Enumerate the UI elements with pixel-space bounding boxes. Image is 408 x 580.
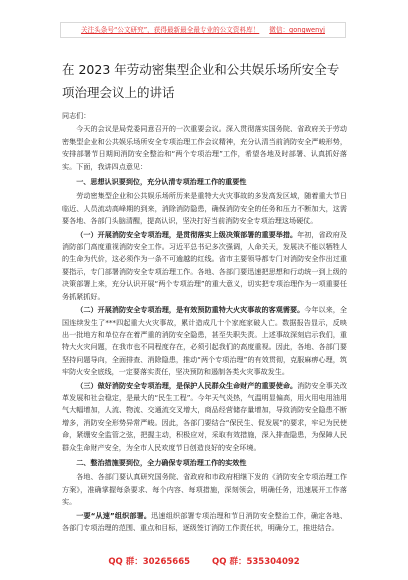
promo-banner [60,22,346,38]
body-paragraph [62,380,347,454]
section-heading: 二、整治措施要到位，全力确保专项治理工作的实效性 [76,457,247,467]
paragraph-lead: （三）做好消防安全专项治理，是保护人民群众生命财产的重要使命。 [76,380,298,390]
paragraph-lead: 一要“从速”组织部署。 [76,510,152,520]
salutation: 同志们： [62,111,91,120]
qq-group-number: QQ 群：535304092 [212,557,300,567]
paragraph-text: 今年以来，全国连续发生了***四起重大火灾事故，累计造成几十个家庭家破人亡。数据报告显示，反映出一批地方和单位存在着严重的消防安全隐患，甚至失职失责。上述事故深刻启示我们，重特大火灾问题，在我市也不同程度存在，必须引起我们的高度重视。因此，各地、各部门要坚持问题导向，全面排查、消除隐患，推动“两个专项治理”的有效贯彻，克服麻痹心理，筑牢防火安全底线，一定要落实责任，坚决预防和遏制各类火灾事故发生。 [62,305,347,377]
body-paragraph: 各地、各部门要认真研究国务院、省政府和市政府相继下发的《消防安全专项治理工作方案》，准确掌握每条要求、每个内容、每项措施，深刻领会，明确任务，迅速展开工作落实。 [62,472,347,507]
document-body [62,110,347,550]
wechat-id: 微信：gongwenyj [269,26,325,34]
footer [0,554,408,570]
paragraph-lead: （二）开展消防安全专项治理，是有效预防重特大火灾事故的客观需要。 [76,305,305,315]
qq-group-number: QQ 群：30265665 [108,557,191,567]
section-heading: 一、思想认识要到位，充分认清专项治理工作的重要性 [76,177,247,187]
paragraph-lead: （一）开展消防安全专项治理，是贯彻落实上级决策部署的重要举措。 [76,229,298,239]
body-paragraph [62,229,347,303]
body-paragraph: 劳动密集型企业和公共娱乐场所历来是重特大火灾事故的多发高发区域，随着重大节日临近、人员流动高峰期的到来，消除消防隐患，确保消防安全的任务和压力不断加大，这需要各地、各部门头脑清醒，提高认识，坚决打好当前消防安全专项治理这场硬仗。 [62,191,347,226]
body-paragraph: 今天的会议是局党委同意召开的一次重要会议。深入贯彻落实国务院、省政府关于劳动密集型企业和公共娱乐场所安全专项治理工作会议精神，充分认清当前消防安全严峻形势，安排部署节日期间消防安全整治和“两个专项治理”工作，希望各地及时部署、认真抓好落实。下面，我讲四点意见： [62,124,347,171]
paragraph-text: 消防安全事关改革发展和社会稳定，是最大的“民生工程”。今年天气炎热，气温明显偏高，用火用电用油用气大幅增加，人流、物流、交通流交叉增大，商品经营储存量增加，导致消防安全隐患不断增多，消防安全形势异常严峻。因此，各部门要结合“保民生、促发展”的要求，牢记为民使命，紧绷安全监管之弦，把握主动，积极应对，采取有效措施，深入排查隐患，为保障人民群众生命财产安全，为全市人民欢度节日创造良好的安全环境。 [62,380,347,452]
paragraph-text: 迅速组织部署专项治理和节日消防安全整治工作，确定各地、各部门专项治理的范围、重点和目标，逐级签订消防工作责任状，明确分工，推进结合。 [62,510,347,532]
body-paragraph [62,510,347,535]
body-paragraph [62,304,347,378]
document-title: 在 2023 年劳动密集型企业和公共娱乐场所安全专项治理会议上的讲话 [62,62,340,100]
promo-banner-text: 关注头条号“公文研究”，获得最新最全最专业的公文资料库！ [80,26,260,34]
paragraph-text: 年初，省政府及消防部门高度重视消防安全工作。习近平总书记多次强调，人命关天，发展决不能以牺牲人的生命为代价，这必须作为一条不可逾越的红线。省市主要领导都专门对消防安全作出过重要指示，专门部署消防安全专项治理工作。各地、各部门要迅速把思想和行动统一到上级的决策部署上来，充分认识开展“两个专项治理”的重大意义，切实把专项治理作为一项重要任务抓紧抓好。 [62,229,347,301]
